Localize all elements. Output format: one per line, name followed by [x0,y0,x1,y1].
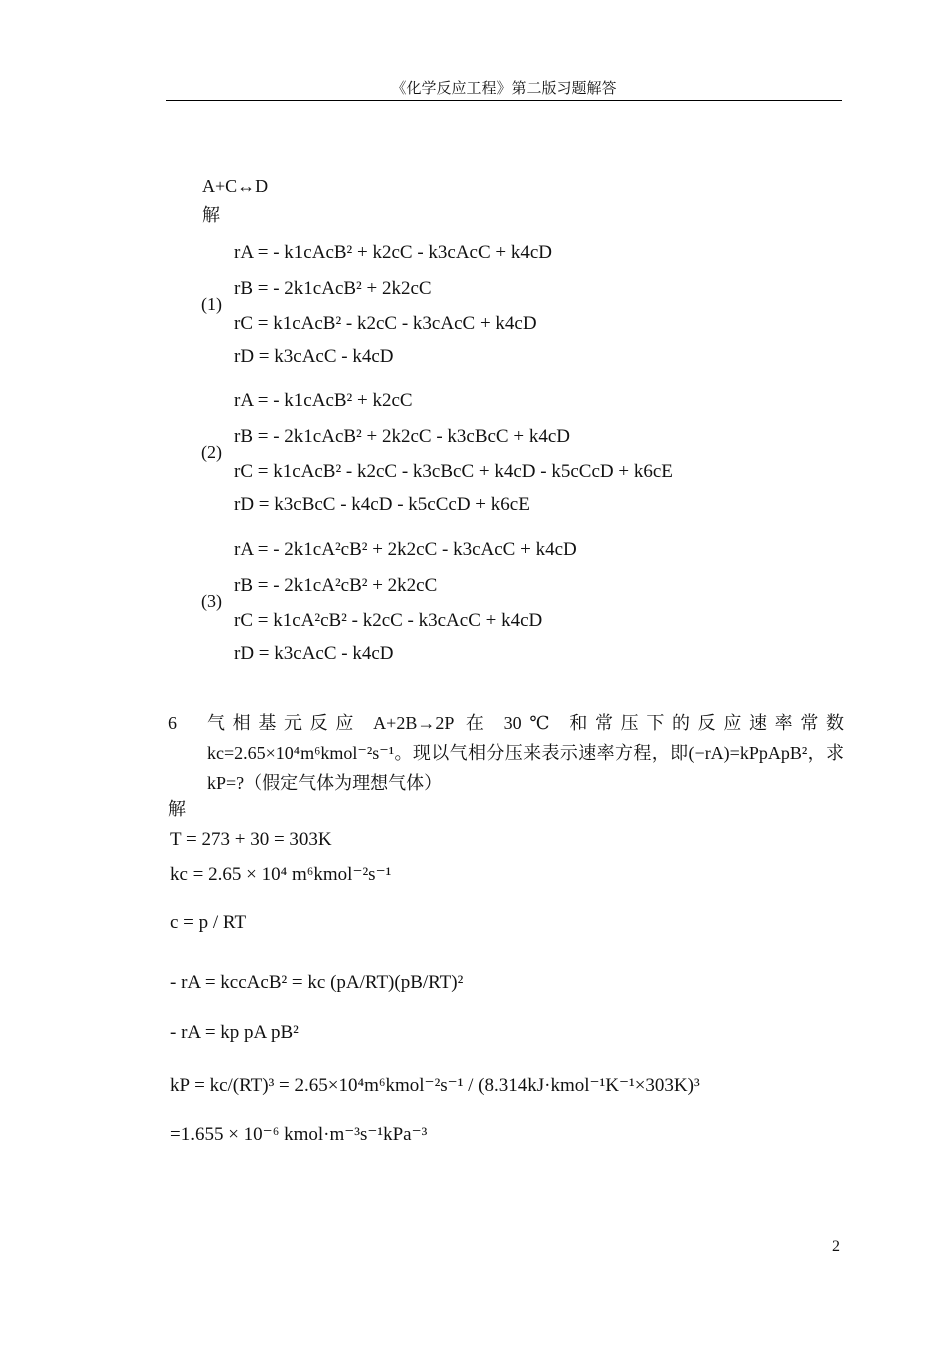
solution6-eq-rate-p: - rA = kp pA pB² [170,1022,299,1043]
part1-eq-rA: rA = - k1cAcB² + k2cC - k3cAcC + k4cD [234,242,553,263]
part3-eq-rD: rD = k3cAcC - k4cD [234,643,394,664]
problem-number: 6 [168,713,177,733]
part1-label: (1) [201,294,222,314]
page-header: 《化学反应工程》第二版习题解答 [391,81,617,97]
part2-eq-rA: rA = - k1cAcB² + k2cC [234,390,413,411]
part3-eq-rC: rC = k1cA²cB² - k2cC - k3cAcC + k4cD [234,610,543,631]
header-rule [166,100,842,101]
part2-label: (2) [201,442,222,462]
solution-label: 解 [202,205,220,225]
part3-eq-rA: rA = - 2k1cA²cB² + 2k2cC - k3cAcC + k4cD [234,539,577,560]
solution6-eq-kp-result: =1.655 × 10⁻⁶ kmol·m⁻³s⁻¹kPa⁻³ [170,1124,428,1145]
reaction-line: A+C↔D [202,176,269,196]
solution6-label: 解 [168,799,186,819]
solution6-eq-concentration: c = p / RT [170,912,247,933]
part2-eq-rC: rC = k1cAcB² - k2cC - k3cBcC + k4cD - k5cCcD + k6cE [234,461,673,482]
solution6-eq-rate-c: - rA = kccAcB² = kc (pA/RT)(pB/RT)² [170,972,464,993]
part3-eq-rB: rB = - 2k1cA²cB² + 2k2cC [234,575,438,596]
part1-eq-rC: rC = k1cAcB² - k2cC - k3cAcC + k4cD [234,313,537,334]
page-number: 2 [832,1238,840,1255]
part1-eq-rB: rB = - 2k1cAcB² + 2k2cC [234,278,432,299]
solution6-eq-temperature: T = 273 + 30 = 303K [170,829,332,850]
part2-eq-rD: rD = k3cBcC - k4cD - k5cCcD + k6cE [234,494,530,515]
problem-statement: 气相基元反应 A+2B→2P 在 30℃ 和常压下的反应速率常数 kc=2.65×10⁴m⁶kmol⁻²s⁻¹。现以气相分压来表示速率方程，即(−rA)=kPpApB²，求 kP=?（假定气体为理想气体） [207,713,844,793]
solution6-eq-kc: kc = 2.65 × 10⁴ m⁶kmol⁻²s⁻¹ [170,864,392,885]
part2-eq-rB: rB = - 2k1cAcB² + 2k2cC - k3cBcC + k4cD [234,426,570,447]
part1-eq-rD: rD = k3cAcC - k4cD [234,346,394,367]
solution6-eq-kp-expression: kP = kc/(RT)³ = 2.65×10⁴m⁶kmol⁻²s⁻¹ / (8.314kJ·kmol⁻¹K⁻¹×303K)³ [170,1075,700,1096]
part3-label: (3) [201,591,222,611]
